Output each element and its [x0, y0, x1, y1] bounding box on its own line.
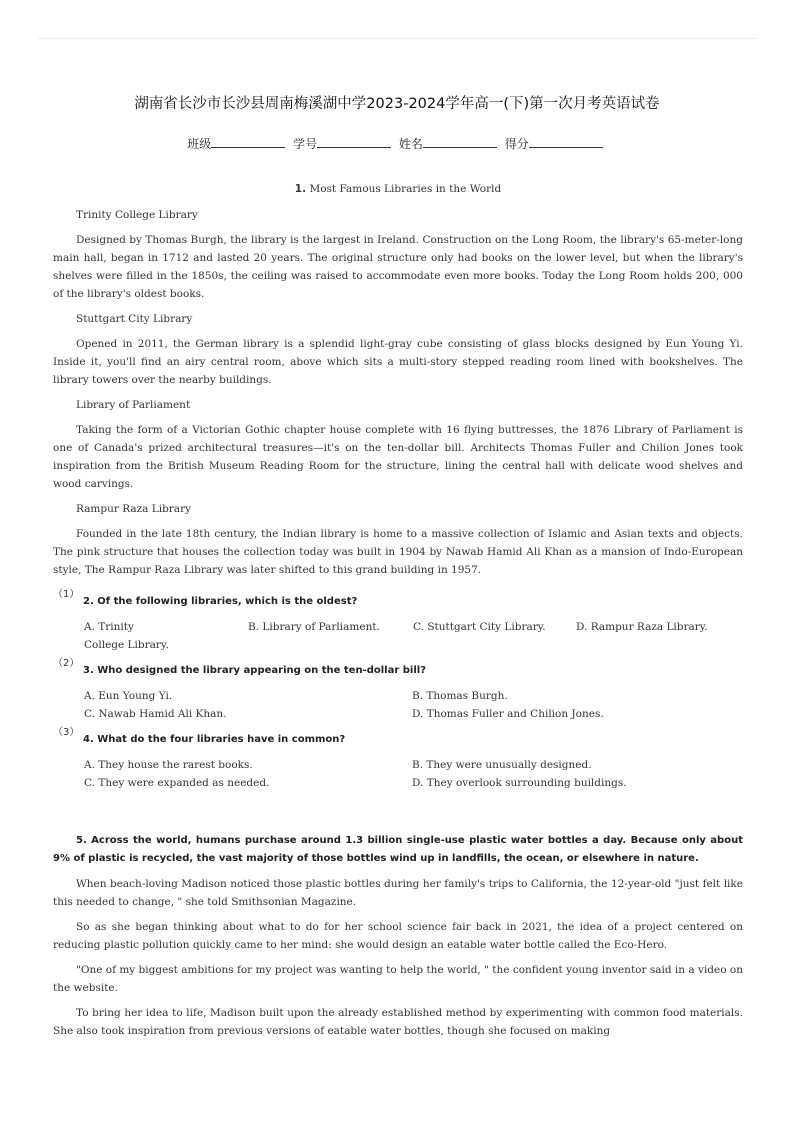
question-1-options: [53, 618, 743, 654]
passage2-paragraph: "One of my biggest ambitions for my project was wanting to help the world, " the confident young inventor said in a video on the website.: [53, 964, 743, 994]
passage2-intro: 5. Across the world, humans purchase around 1.3 billion single-use plastic water bottles a day. Because only about 9% of plastic is recycled, the vast majority of those bottles wind up in landfills, the ocean, or elsewhere in nature.: [53, 835, 743, 864]
name-label: 姓名: [398, 137, 423, 151]
question-2: [53, 658, 743, 680]
section-paragraph: Designed by Thomas Burgh, the library is the largest in Ireland. Construction on the Long Room, the library's 65-meter-long main hall, began in 1712 and lasted 20 years. The original structure only had books on the lower level, but when the library's shelves were filled in the 1850s, the ceiling was raised to accommodate even more books. Today the Long Room holds 200, 000 of the library's oldest books.: [53, 234, 743, 300]
option-c[interactable]: C. Stuttgart City Library.: [413, 621, 546, 633]
score-label: 得分: [504, 137, 529, 151]
passage1-number: 1.: [294, 183, 307, 195]
passage1-title: [53, 180, 743, 198]
option-d[interactable]: D. Rampur Raza Library.: [576, 621, 708, 633]
passage2-paragraph: When beach-loving Madison noticed those plastic bottles during her family's trips to California, the 12-year-old "just felt like this needed to change, " she told Smithsonian Magazine.: [53, 878, 743, 908]
section-heading: Rampur Raza Library: [76, 503, 192, 515]
student-id-blank[interactable]: [317, 135, 391, 148]
question-index: （1）: [53, 589, 80, 600]
section-heading: Stuttgart City Library: [76, 313, 193, 325]
option-d[interactable]: D. They overlook surrounding buildings.: [412, 777, 627, 789]
student-info-row: [0, 135, 794, 152]
question-text: 4. What do the four libraries have in common?: [83, 734, 346, 745]
section-paragraph: Founded in the late 18th century, the Indian library is home to a massive collection of Islamic and Asian texts and objects. The pink structure that houses the collection today was built in 1904 by Nawab Hamid Ali Khan as a mansion of Indo-European style, The Rampur Raza Library was later shifted to this grand building in 1957.: [53, 528, 743, 576]
name-blank[interactable]: [423, 135, 497, 148]
section-heading: Trinity College Library: [76, 209, 198, 221]
question-3-options: [53, 756, 743, 792]
option-b[interactable]: B. Library of Parliament.: [248, 621, 380, 633]
top-divider: [38, 38, 756, 39]
section-paragraph: Taking the form of a Victorian Gothic chapter house complete with 16 flying buttresses, the 1876 Library of Parliament is one of Canada's prized architectural treasures—it's on the ten-dollar bill. Architects Thomas Fuller and Chilion Jones took inspiration from the British Museum Reading Room for the structure, lining the central hall with delicate wood shelves and wood carvings.: [53, 424, 743, 490]
question-2-options: [53, 687, 743, 723]
exam-content: [53, 180, 743, 1047]
passage1-title-text: Most Famous Libraries in the World: [309, 183, 502, 195]
option-d[interactable]: D. Thomas Fuller and Chilion Jones.: [412, 708, 604, 720]
option-b[interactable]: B. They were unusually designed.: [412, 759, 592, 771]
section-paragraph: Opened in 2011, the German library is a splendid light-gray cube consisting of glass blocks designed by Eun Young Yi. Inside it, you'll find an airy central room, above which sits a multi-story stepped reading room lined with bookshelves. The library towers over the nearby buildings.: [53, 338, 743, 386]
class-label: 班级: [187, 137, 212, 151]
question-3: [53, 727, 743, 749]
option-b[interactable]: B. Thomas Burgh.: [412, 690, 508, 702]
question-index: （3）: [53, 727, 80, 738]
option-a[interactable]: A. They house the rarest books.: [84, 759, 253, 771]
question-text: 3. Who designed the library appearing on the ten-dollar bill?: [83, 665, 427, 676]
passage2-paragraph: To bring her idea to life, Madison built upon the already established method by experimenting with common food materials. She also took inspiration from previous versions of eatable water bottles, though she focused on making: [53, 1007, 743, 1037]
student-id-label: 学号: [293, 137, 318, 151]
option-a[interactable]: A. Eun Young Yi.: [84, 690, 173, 702]
option-a[interactable]: A. Trinity College Library.: [84, 621, 169, 651]
section-heading: Library of Parliament: [76, 399, 191, 411]
page-title: 湖南省长沙市长沙县周南梅溪湖中学2023-2024学年高一(下)第一次月考英语试卷: [134, 96, 660, 112]
score-blank[interactable]: [529, 135, 603, 148]
option-c[interactable]: C. Nawab Hamid Ali Khan.: [84, 708, 227, 720]
option-c[interactable]: C. They were expanded as needed.: [84, 777, 270, 789]
question-1: [53, 589, 743, 611]
question-text: 2. Of the following libraries, which is the oldest?: [83, 596, 358, 607]
class-blank[interactable]: [211, 135, 285, 148]
passage2-paragraph: So as she began thinking about what to do for her school science fair back in 2021, the idea of a project centered on reducing plastic pollution quickly came to her mind: she would design an eatable water bottle called the Eco-Hero.: [53, 921, 743, 951]
question-index: （2）: [53, 658, 80, 669]
